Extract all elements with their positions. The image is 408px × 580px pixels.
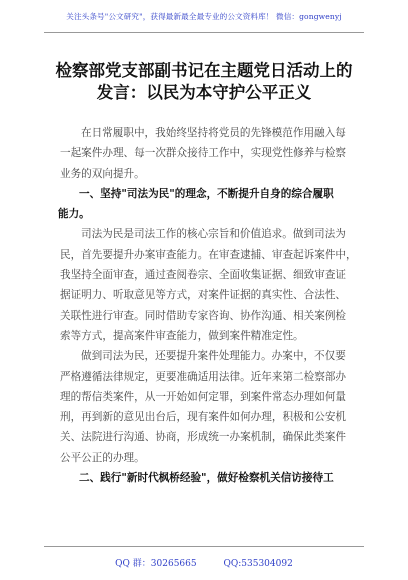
text-line: 司法为民是司法工作的核心宗旨和价值追求。做到司法为 [81,228,346,241]
text-line: 严格遵循法律规定，更要准确适用法律。近年来第二检察部办 [60,370,347,383]
document-body [60,123,360,488]
text-line: 索等方式，提高案件审查能力，做到案件精准定性。 [60,329,304,342]
body-paragraph [60,346,360,468]
title-line-1: 检察部党支部副书记在主题党日活动上的 [55,61,353,80]
text-line: 一起案件办理、每一次群众接待工作中，实现党性修养与检察 [60,147,347,160]
header-divider [44,32,364,33]
title-line-2: 发言：以民为本守护公平正义 [96,83,312,102]
text-line: 民，首先要提升办案审查能力。在审查逮捕、审查起诉案件中， [60,248,357,261]
text-line: 能力。 [58,208,90,221]
section-heading [58,468,360,488]
text-line: 在日常履职中，我始终坚持将党员的先锋模范作用融入每 [81,127,346,139]
body-paragraph [60,123,360,184]
header-promo-note: 关注头条号"公文研究"，获得最新最全最专业的公文资料库！ 微信：gongwenyj [66,12,342,21]
footer-qq-group: QQ 群：30265665 [115,559,197,569]
footer-contacts [0,556,408,569]
text-line: 据证明力、听取意见等方式，对案件证据的真实性、合法性、 [60,289,347,302]
text-line: 理的帮信类案件，从一开始如何定罪，到案件常态办理如何量 [60,390,347,403]
text-line: 关、法院进行沟通、协商，形成统一办案机制，确保此类案件 [60,431,347,444]
text-line: 业务的双向提升。 [60,167,145,180]
text-line: 刑，再到新的意见出台后，现有案件如何办理，积极和公安机 [60,411,347,424]
text-line: 我坚持全面审查，通过查阅卷宗、全面收集证据、细致审查证 [60,269,347,282]
text-line: 公平公正的办理。 [60,451,145,464]
footer-divider [44,546,364,547]
body-paragraph [60,224,360,346]
text-line: 做到司法为民，还要提升案件处理能力。办案中，不仅要 [81,350,346,363]
text-line: 二、践行"新时代枫桥经验"，做好检察机关信访接待工 [79,472,334,485]
section-heading [58,184,360,225]
text-line: 关联性进行审查。同时借助专家咨询、协作沟通、相关案例检 [60,309,347,322]
document-title [40,60,368,104]
footer-qq: QQ:535304092 [223,559,293,569]
text-line: 一、坚持"司法为民"的理念，不断提升自身的综合履职 [79,187,334,200]
